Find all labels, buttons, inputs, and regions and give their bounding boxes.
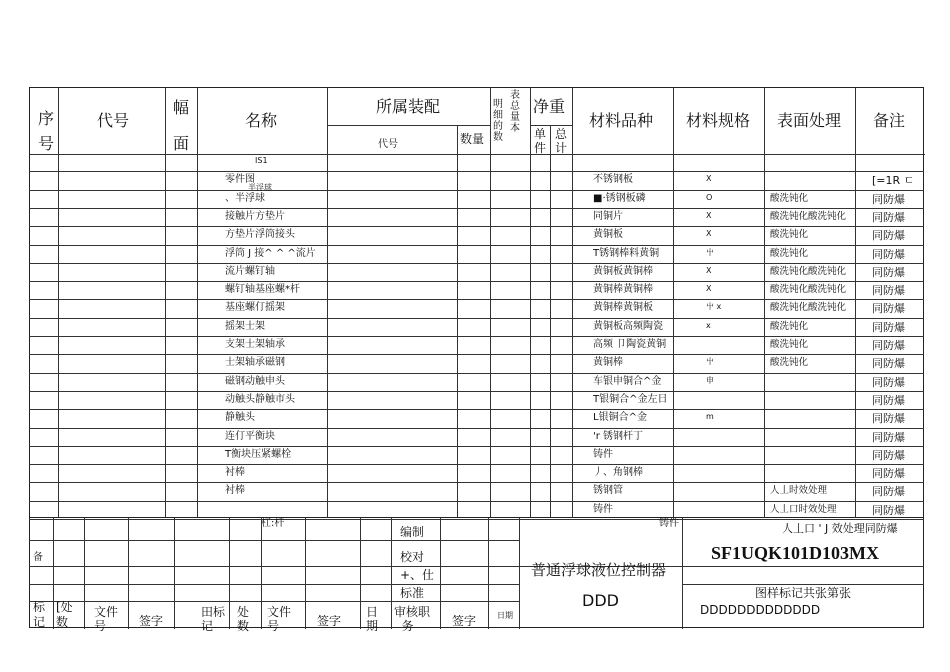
header-code: 代号 [97, 111, 130, 130]
row-name: T衡块压紧螺栓 [225, 449, 292, 460]
row-remark: 同防爆 [872, 248, 905, 261]
row-surface: 酸洗钝化 [770, 248, 809, 259]
row-name: 螺钉轴基座螺*杆 [225, 284, 300, 295]
row-spec: m [706, 412, 714, 421]
row-surface: 人丄口时效处理 [770, 504, 837, 515]
row-surface: 酸洗钝化 [770, 229, 809, 240]
row-name-sub: 半浮球 [248, 183, 272, 192]
row-name: 连仃平衡块 [225, 431, 275, 442]
date-small-label: 日期 [497, 611, 513, 620]
aging-label: 人丄口 ' J 效处理同防爆 [782, 522, 898, 535]
file-no-label-2: 文件 号 [267, 605, 292, 633]
drawing-info: 图样标记共张第张 [755, 586, 852, 600]
header-total: 表 总 量 本 [510, 90, 520, 134]
row-divider [29, 409, 924, 410]
header-quantity: 数量 [460, 132, 485, 146]
row-surface: 人丄时效处理 [770, 485, 828, 496]
row-divider [29, 428, 924, 429]
row-spec: O [706, 193, 713, 202]
row-name: 浮筒 J 接^ ^ ^流片 [225, 248, 316, 259]
rod-label: 杠:杆 [261, 518, 285, 529]
row-name: 零件图 [225, 174, 255, 185]
row-spec: 屮 x [706, 302, 722, 311]
row-name: 、半浮球 [225, 193, 265, 204]
row-divider [29, 226, 924, 227]
row-spec: X [706, 211, 712, 220]
row-remark: 同防爆 [872, 229, 905, 242]
date-label: 日 期 [366, 605, 379, 633]
header-seq-2: 号 [38, 134, 55, 153]
row-spec: X [706, 284, 712, 293]
row-material: 黄铜棒黄铜棒 [593, 284, 653, 295]
row-divider [29, 501, 924, 502]
row-material: 铸件 [593, 449, 613, 460]
header-seq-1: 序 [38, 109, 55, 128]
row-remark: 同防爆 [872, 193, 905, 206]
file-no-label: 文件 号 [94, 605, 119, 633]
row-remark: 同防爆 [872, 376, 905, 389]
row-remark: [=1R ㄷ [872, 174, 915, 187]
row-name: 士架轴承磁钢 [225, 357, 285, 368]
row-remark: 同防爆 [872, 284, 905, 297]
row-name: 方垫片浮筒接头 [225, 229, 295, 240]
row-material: 黄铜棒 [593, 357, 623, 368]
row-material: 黄铜板黄铜棒 [593, 266, 653, 277]
drawing-code: SF1UQK101D103MX [711, 543, 879, 563]
row-divider [29, 373, 924, 374]
row-remark: 同防爆 [872, 302, 905, 315]
header-unit-piece: 单 件 [534, 127, 547, 155]
row-material: 车银申铜合^金 [593, 376, 662, 387]
row-material: 黄铜板 [593, 229, 623, 240]
sign-label: 签字 [139, 614, 164, 628]
standard-label: 标准 [400, 586, 425, 600]
row-remark: 同防爆 [872, 431, 905, 444]
row-spec: X [706, 229, 712, 238]
row-divider [29, 464, 924, 465]
count-label: 处 数 [237, 605, 250, 633]
review-sign-label: 签字 [452, 614, 477, 628]
row-spec: X [706, 174, 712, 183]
row-divider [29, 354, 924, 355]
header-size-1: 幅 [173, 98, 190, 117]
row-name: 动触头静触市头 [225, 394, 295, 405]
header-size-2: 面 [173, 134, 190, 153]
row-spec: 屮 [706, 248, 714, 257]
row-material: 'r 锈钢杆丁 [593, 431, 644, 442]
header-remark: 备注 [873, 111, 906, 130]
row-surface: 酸洗钝化 [770, 321, 809, 332]
product-name: 普通浮球液位控制器 [531, 561, 667, 579]
row-material: 高频 卩陶瓷黄铜 [593, 339, 667, 350]
row-name: IS1 [255, 156, 268, 165]
row-divider [29, 208, 924, 209]
header-assembly: 所属装配 [376, 97, 441, 116]
row-divider [29, 299, 924, 300]
row-divider [29, 336, 924, 337]
row-name: 衬棒 [225, 467, 245, 478]
row-surface: 酸洗钝化酸洗钝化 [770, 302, 847, 313]
row-divider [29, 263, 924, 264]
row-surface: 酸洗钝化 [770, 339, 809, 350]
header-assembly-code: 代号 [378, 139, 398, 150]
row-remark: 同防爆 [872, 412, 905, 425]
row-surface: 酸洗钝化酸洗钝化 [770, 211, 847, 222]
header-detail-count: 明 细 的 数 [493, 99, 503, 143]
row-surface: 酸洗钝化 [770, 357, 809, 368]
casting-label: 铸件 [659, 518, 679, 529]
row-remark: 同防爆 [872, 467, 905, 480]
row-surface: 酸洗钝化酸洗钝化 [770, 266, 847, 277]
checked-label: 校对 [400, 550, 425, 564]
row-remark: 同防爆 [872, 504, 905, 517]
row-divider [29, 446, 924, 447]
header-net-weight: 净重 [533, 97, 566, 116]
header-material: 材料品种 [589, 111, 654, 130]
product-sub: DDD [582, 591, 619, 610]
header-name: 名称 [245, 111, 278, 130]
sign-label-3: 签字 [317, 614, 342, 628]
row-material: T锈钢棒料黄铜 [593, 248, 660, 259]
row-material: 同铜片 [593, 211, 623, 222]
row-material: 黄铜棒黄铜板 [593, 302, 653, 313]
row-material: L银铜合^金 [593, 412, 647, 423]
review-label: 审核职 务 [394, 605, 431, 633]
row-divider [29, 171, 924, 172]
row-divider [29, 190, 924, 191]
row-material: 锈钢管 [593, 485, 623, 496]
row-name: 流片螺钉轴 [225, 266, 275, 277]
row-material: 丿、角钢棒 [593, 467, 643, 478]
field-mark-label: 田标 记 [201, 605, 226, 633]
row-divider [29, 482, 924, 483]
row-remark: 同防爆 [872, 357, 905, 370]
row-remark: 同防爆 [872, 211, 905, 224]
mark-label: 标 记 [33, 600, 46, 629]
row-name: 基座螺仃摇架 [225, 302, 285, 313]
row-remark: 同防爆 [872, 339, 905, 352]
zones-label: [处 数 [56, 600, 73, 629]
drawn-label: 编制 [400, 525, 425, 539]
row-divider [29, 245, 924, 246]
row-name: 磁钢动触申头 [225, 376, 285, 387]
row-name: 支架士架轴承 [225, 339, 285, 350]
prep-label: 备 [33, 552, 43, 563]
row-remark: 同防爆 [872, 449, 905, 462]
row-material: 不锈钢板 [593, 174, 633, 185]
standard-mark-label: +、仕 [400, 568, 435, 582]
row-remark: 同防爆 [872, 394, 905, 407]
row-spec: x [706, 321, 711, 330]
row-material: T银铜合^金左日 [593, 394, 668, 405]
row-divider [29, 281, 924, 282]
row-remark: 同防爆 [872, 485, 905, 498]
drawing-info-2: DDDDDDDDDDDDD [700, 603, 821, 617]
row-name: 衬棒 [225, 485, 245, 496]
row-name: 摇架士架 [225, 321, 265, 332]
row-material: ■·锈钢板磷 [593, 193, 646, 204]
row-spec: X [706, 266, 712, 275]
row-spec: 屮 [706, 357, 714, 366]
row-surface: 酸洗钝化酸洗钝化 [770, 284, 847, 295]
header-surface: 表面处理 [777, 111, 842, 130]
row-divider [29, 318, 924, 319]
row-spec: 申 [706, 376, 714, 385]
row-remark: 同防爆 [872, 266, 905, 279]
row-surface: 酸洗钝化 [770, 193, 809, 204]
row-material: 黄铜板高频陶瓷 [593, 321, 663, 332]
row-name: 静触头 [225, 412, 255, 423]
header-spec: 材料规格 [686, 111, 751, 130]
row-remark: 同防爆 [872, 321, 905, 334]
row-material: 铸件 [593, 504, 613, 515]
header-total-calc: 总 计 [555, 127, 568, 155]
row-divider [29, 391, 924, 392]
row-name: 接触片方垫片 [225, 211, 285, 222]
